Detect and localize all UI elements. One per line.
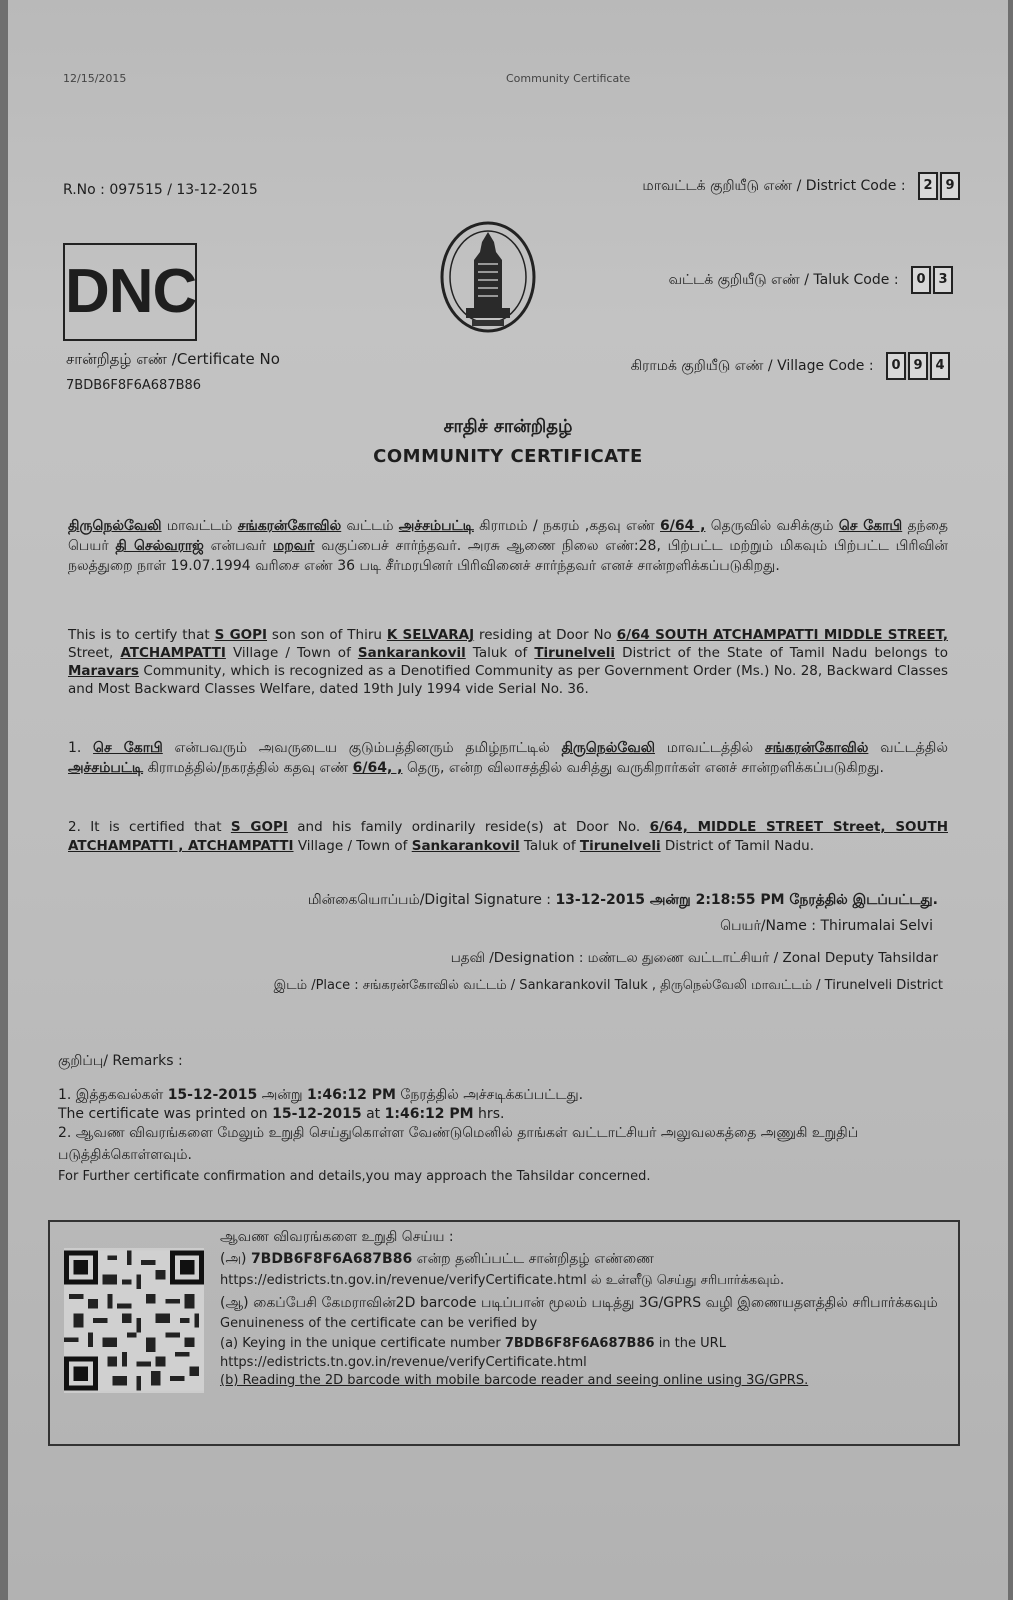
code-digit: 4 bbox=[930, 352, 950, 380]
place bbox=[274, 978, 943, 994]
digital-signature bbox=[308, 892, 938, 910]
text: 1. இத்தகவல்கள் bbox=[58, 1087, 168, 1103]
name-label: பெயர்/Name : bbox=[720, 918, 816, 934]
designation-label: பதவி /Designation : bbox=[450, 950, 584, 966]
text: Taluk of bbox=[519, 838, 580, 854]
qr-code bbox=[64, 1248, 204, 1393]
text: son son of Thiru bbox=[267, 627, 387, 643]
text: The certificate was printed on bbox=[58, 1106, 273, 1122]
taluk-name: Sankarankovil bbox=[411, 838, 520, 854]
certificate-no-value: 7BDB6F8F6A687B86 bbox=[66, 378, 202, 393]
text: அன்று bbox=[257, 1087, 307, 1103]
title-english: COMMUNITY CERTIFICATE bbox=[373, 446, 643, 467]
certificate-number: 7BDB6F8F6A687B86 bbox=[504, 1336, 655, 1351]
text: at bbox=[361, 1106, 385, 1122]
district-code bbox=[642, 172, 960, 200]
holder-name: செ கோபி bbox=[93, 740, 163, 756]
text: Street, bbox=[68, 645, 121, 661]
village-name: அச்சம்பட்டி bbox=[68, 760, 144, 776]
print-time-value: 1:46:12 PM bbox=[307, 1087, 396, 1103]
text: and his family ordinarily reside(s) at Door No. bbox=[287, 819, 650, 835]
text: District of the State of Tamil Nadu belongs to bbox=[615, 645, 948, 661]
certificate-number: 7BDB6F8F6A687B86 bbox=[250, 1251, 413, 1267]
text: (அ) bbox=[220, 1251, 251, 1267]
door-number: 6/64 SOUTH ATCHAMPATTI MIDDLE STREET, bbox=[616, 627, 948, 643]
district-name: Tirunelveli bbox=[534, 645, 616, 661]
paragraph-tamil-2 bbox=[68, 738, 948, 778]
print-date-value: 15-12-2015 bbox=[167, 1087, 258, 1103]
taluk-name: Sankarankovil bbox=[357, 645, 466, 661]
category-box: DNC bbox=[63, 243, 197, 341]
paragraph-tamil-1 bbox=[68, 516, 948, 576]
text: Community, which is recognized as a Denotified Community as per Government Order (Ms.) No. 28, Backward Classes and Most Backward Classes Welfare, dated 19th July 1994 vide Serial No. 36. bbox=[68, 663, 948, 697]
paragraph-english-2 bbox=[68, 818, 948, 856]
verification-box bbox=[48, 1220, 960, 1446]
code-digit: 3 bbox=[933, 266, 953, 294]
taluk-code-label: வட்டக் குறியீடு எண் / Taluk Code : bbox=[668, 272, 899, 288]
verify-line-5: Genuineness of the certificate can be verified by bbox=[220, 1316, 538, 1331]
text: என்பவரும் அவருடைய குடும்பத்தினரும் தமிழ்நாட்டில் bbox=[162, 740, 562, 756]
code-digit: 9 bbox=[940, 172, 960, 200]
text: 2. It is certified that bbox=[68, 819, 231, 835]
community-name: Maravars bbox=[68, 663, 139, 679]
village-code-label: கிராமக் குறியீடு எண் / Village Code : bbox=[630, 358, 874, 374]
code-digit: 2 bbox=[918, 172, 938, 200]
text: மாவட்டம் bbox=[161, 518, 238, 534]
door-number: 6/64, , bbox=[352, 760, 403, 776]
village-name: ATCHAMPATTI bbox=[120, 645, 226, 661]
district-code-label: மாவட்டக் குறியீடு எண் / District Code : bbox=[642, 178, 906, 194]
certificate-paper bbox=[8, 0, 1008, 1600]
text: வகுப்பைச் சார்ந்தவர். அரசு ஆணை நிலை எண்:28, பிற்பட்ட மற்றும் மிகவும் பிற்பட்ட பிரிவின் நலத்துறை நாள் 19.07.1994 வரிசை எண் 36 படி சீர்மரபினர் பிரிவினைச் சார்ந்தவர் எனச் சான்றளிக்கப்படுகிறது. bbox=[68, 538, 948, 574]
text: என்ற தனிப்பட்ட சான்றிதழ் எண்ணை bbox=[412, 1251, 654, 1267]
verify-line-6 bbox=[220, 1334, 950, 1354]
holder-name: S GOPI bbox=[214, 627, 268, 643]
text: தந்தை பெயர் bbox=[68, 518, 948, 554]
village-code-digits bbox=[884, 352, 950, 380]
name-value: Thirumalai Selvi bbox=[820, 918, 933, 934]
text: 1. bbox=[68, 740, 94, 756]
text: residing at Door No bbox=[474, 627, 617, 643]
title-tamil: சாதிச் சான்றிதழ் bbox=[443, 416, 573, 437]
door-number: 6/64 , bbox=[660, 518, 706, 534]
print-date: 12/15/2015 bbox=[63, 72, 127, 85]
place-value: சங்கரன்கோவில் வட்டம் / Sankarankovil Taluk , திருநெல்வேலி மாவட்டம் / Tirunelveli District bbox=[362, 978, 943, 993]
text: தெருவில் வசிக்கும் bbox=[705, 518, 839, 534]
text: வட்டம் bbox=[341, 518, 399, 534]
digital-signature-value: 13-12-2015 அன்று 2:18:55 PM நேரத்தில் இடப்பட்டது. bbox=[555, 892, 938, 908]
text: Taluk of bbox=[465, 645, 535, 661]
text: கிராமம் / நகரம் ,கதவு எண் bbox=[473, 518, 661, 534]
text: மாவட்டத்தில் bbox=[655, 740, 765, 756]
father-name: தி செல்வராஜ் bbox=[115, 538, 204, 554]
village-code bbox=[631, 352, 950, 380]
remark-line-4: For Further certificate confirmation and details,you may approach the Tahsildar concerned. bbox=[58, 1169, 651, 1184]
district-name: Tirunelveli bbox=[579, 838, 661, 854]
remarks bbox=[58, 1050, 958, 1188]
door-number: 6/64, MIDDLE STREET Street, SOUTH ATCHAMPATTI , ATCHAMPATTI bbox=[68, 819, 948, 854]
text: hrs. bbox=[473, 1106, 505, 1122]
text: This is to certify that bbox=[68, 627, 215, 643]
holder-name: செ கோபி bbox=[838, 518, 903, 534]
holder-name: S GOPI bbox=[230, 819, 288, 835]
text: கிராமத்தில்/நகரத்தில் கதவு எண் bbox=[143, 760, 353, 776]
code-digit: 0 bbox=[886, 352, 906, 380]
taluk-code-digits bbox=[909, 266, 953, 294]
taluk-name: சங்கரன்கோவில் bbox=[764, 740, 869, 756]
verify-line-7: https://edistricts.tn.gov.in/revenue/verifyCertificate.html bbox=[220, 1355, 587, 1370]
code-digit: 9 bbox=[908, 352, 928, 380]
reference-number: R.No : 097515 / 13-12-2015 bbox=[63, 182, 258, 198]
tamil-nadu-emblem bbox=[438, 220, 538, 335]
remark-line-2 bbox=[58, 1106, 958, 1122]
district-code-digits bbox=[916, 172, 960, 200]
signatory-name bbox=[720, 918, 933, 936]
paragraph-english-1 bbox=[68, 626, 948, 698]
verify-line-2 bbox=[220, 1248, 950, 1270]
taluk-code bbox=[669, 266, 953, 294]
remark-line-1 bbox=[58, 1084, 958, 1106]
text: நேரத்தில் அச்சடிக்கப்பட்டது. bbox=[395, 1087, 584, 1103]
district-name: திருநெல்வேலி bbox=[68, 518, 162, 534]
verify-line-8: (b) Reading the 2D barcode with mobile barcode reader and seeing online using 3G/GPRS. bbox=[220, 1373, 809, 1388]
text: வட்டத்தில் bbox=[868, 740, 948, 756]
verify-line-3: https://edistricts.tn.gov.in/revenue/verifyCertificate.html ல் உள்ளீடு செய்து சரிபார்க்கவும். bbox=[220, 1273, 785, 1288]
certificate-no-label: சான்றிதழ் எண் /Certificate No bbox=[66, 350, 280, 368]
remark-line-3: 2. ஆவண விவரங்களை மேலும் உறுதி செய்துகொள்ள வேண்டுமெனில் தாங்கள் வட்டாட்சியர் அலுவலகத்தை அணுகி உறுதிப் படுத்திக்கொள்ளவும். bbox=[58, 1125, 859, 1163]
text: என்பவர் bbox=[203, 538, 273, 554]
village-name: அச்சம்பட்டி bbox=[398, 518, 474, 534]
digital-signature-label: மின்கையொப்பம்/Digital Signature : bbox=[307, 892, 551, 908]
text: Village / Town of bbox=[225, 645, 358, 661]
father-name: K SELVARAJ bbox=[386, 627, 475, 643]
community-name: மறவர் bbox=[272, 538, 315, 554]
designation-value: மண்டல துணை வட்டாட்சியர் / Zonal Deputy Tahsildar bbox=[587, 950, 938, 966]
page-header-title: Community Certificate bbox=[506, 72, 631, 85]
remarks-heading: குறிப்பு/ Remarks : bbox=[58, 1053, 183, 1069]
print-time-value: 1:46:12 PM bbox=[384, 1106, 474, 1122]
code-digit: 0 bbox=[911, 266, 931, 294]
taluk-name: சங்கரன்கோவில் bbox=[237, 518, 342, 534]
text: தெரு, என்ற விலாசத்தில் வசித்து வருகிறார்கள் எனச் சான்றளிக்கப்படுகிறது. bbox=[402, 760, 884, 776]
text: (a) Keying in the unique certificate number bbox=[220, 1336, 505, 1351]
text: in the URL bbox=[654, 1336, 726, 1351]
text: Village / Town of bbox=[293, 838, 412, 854]
designation bbox=[451, 950, 938, 968]
verify-line-1: ஆவண விவரங்களை உறுதி செய்ய : bbox=[220, 1229, 454, 1245]
verify-line-4: (ஆ) கைப்பேசி கேமராவின்2D barcode படிப்பான் மூலம் படித்து 3G/GPRS வழி இணையதளத்தில் சரிபார்க்கவும் bbox=[220, 1295, 938, 1311]
verification-text bbox=[220, 1226, 950, 1390]
district-name: திருநெல்வேலி bbox=[561, 740, 655, 756]
print-date-value: 15-12-2015 bbox=[272, 1106, 362, 1122]
text: District of Tamil Nadu. bbox=[660, 838, 814, 854]
place-label: இடம் /Place : bbox=[273, 978, 359, 993]
